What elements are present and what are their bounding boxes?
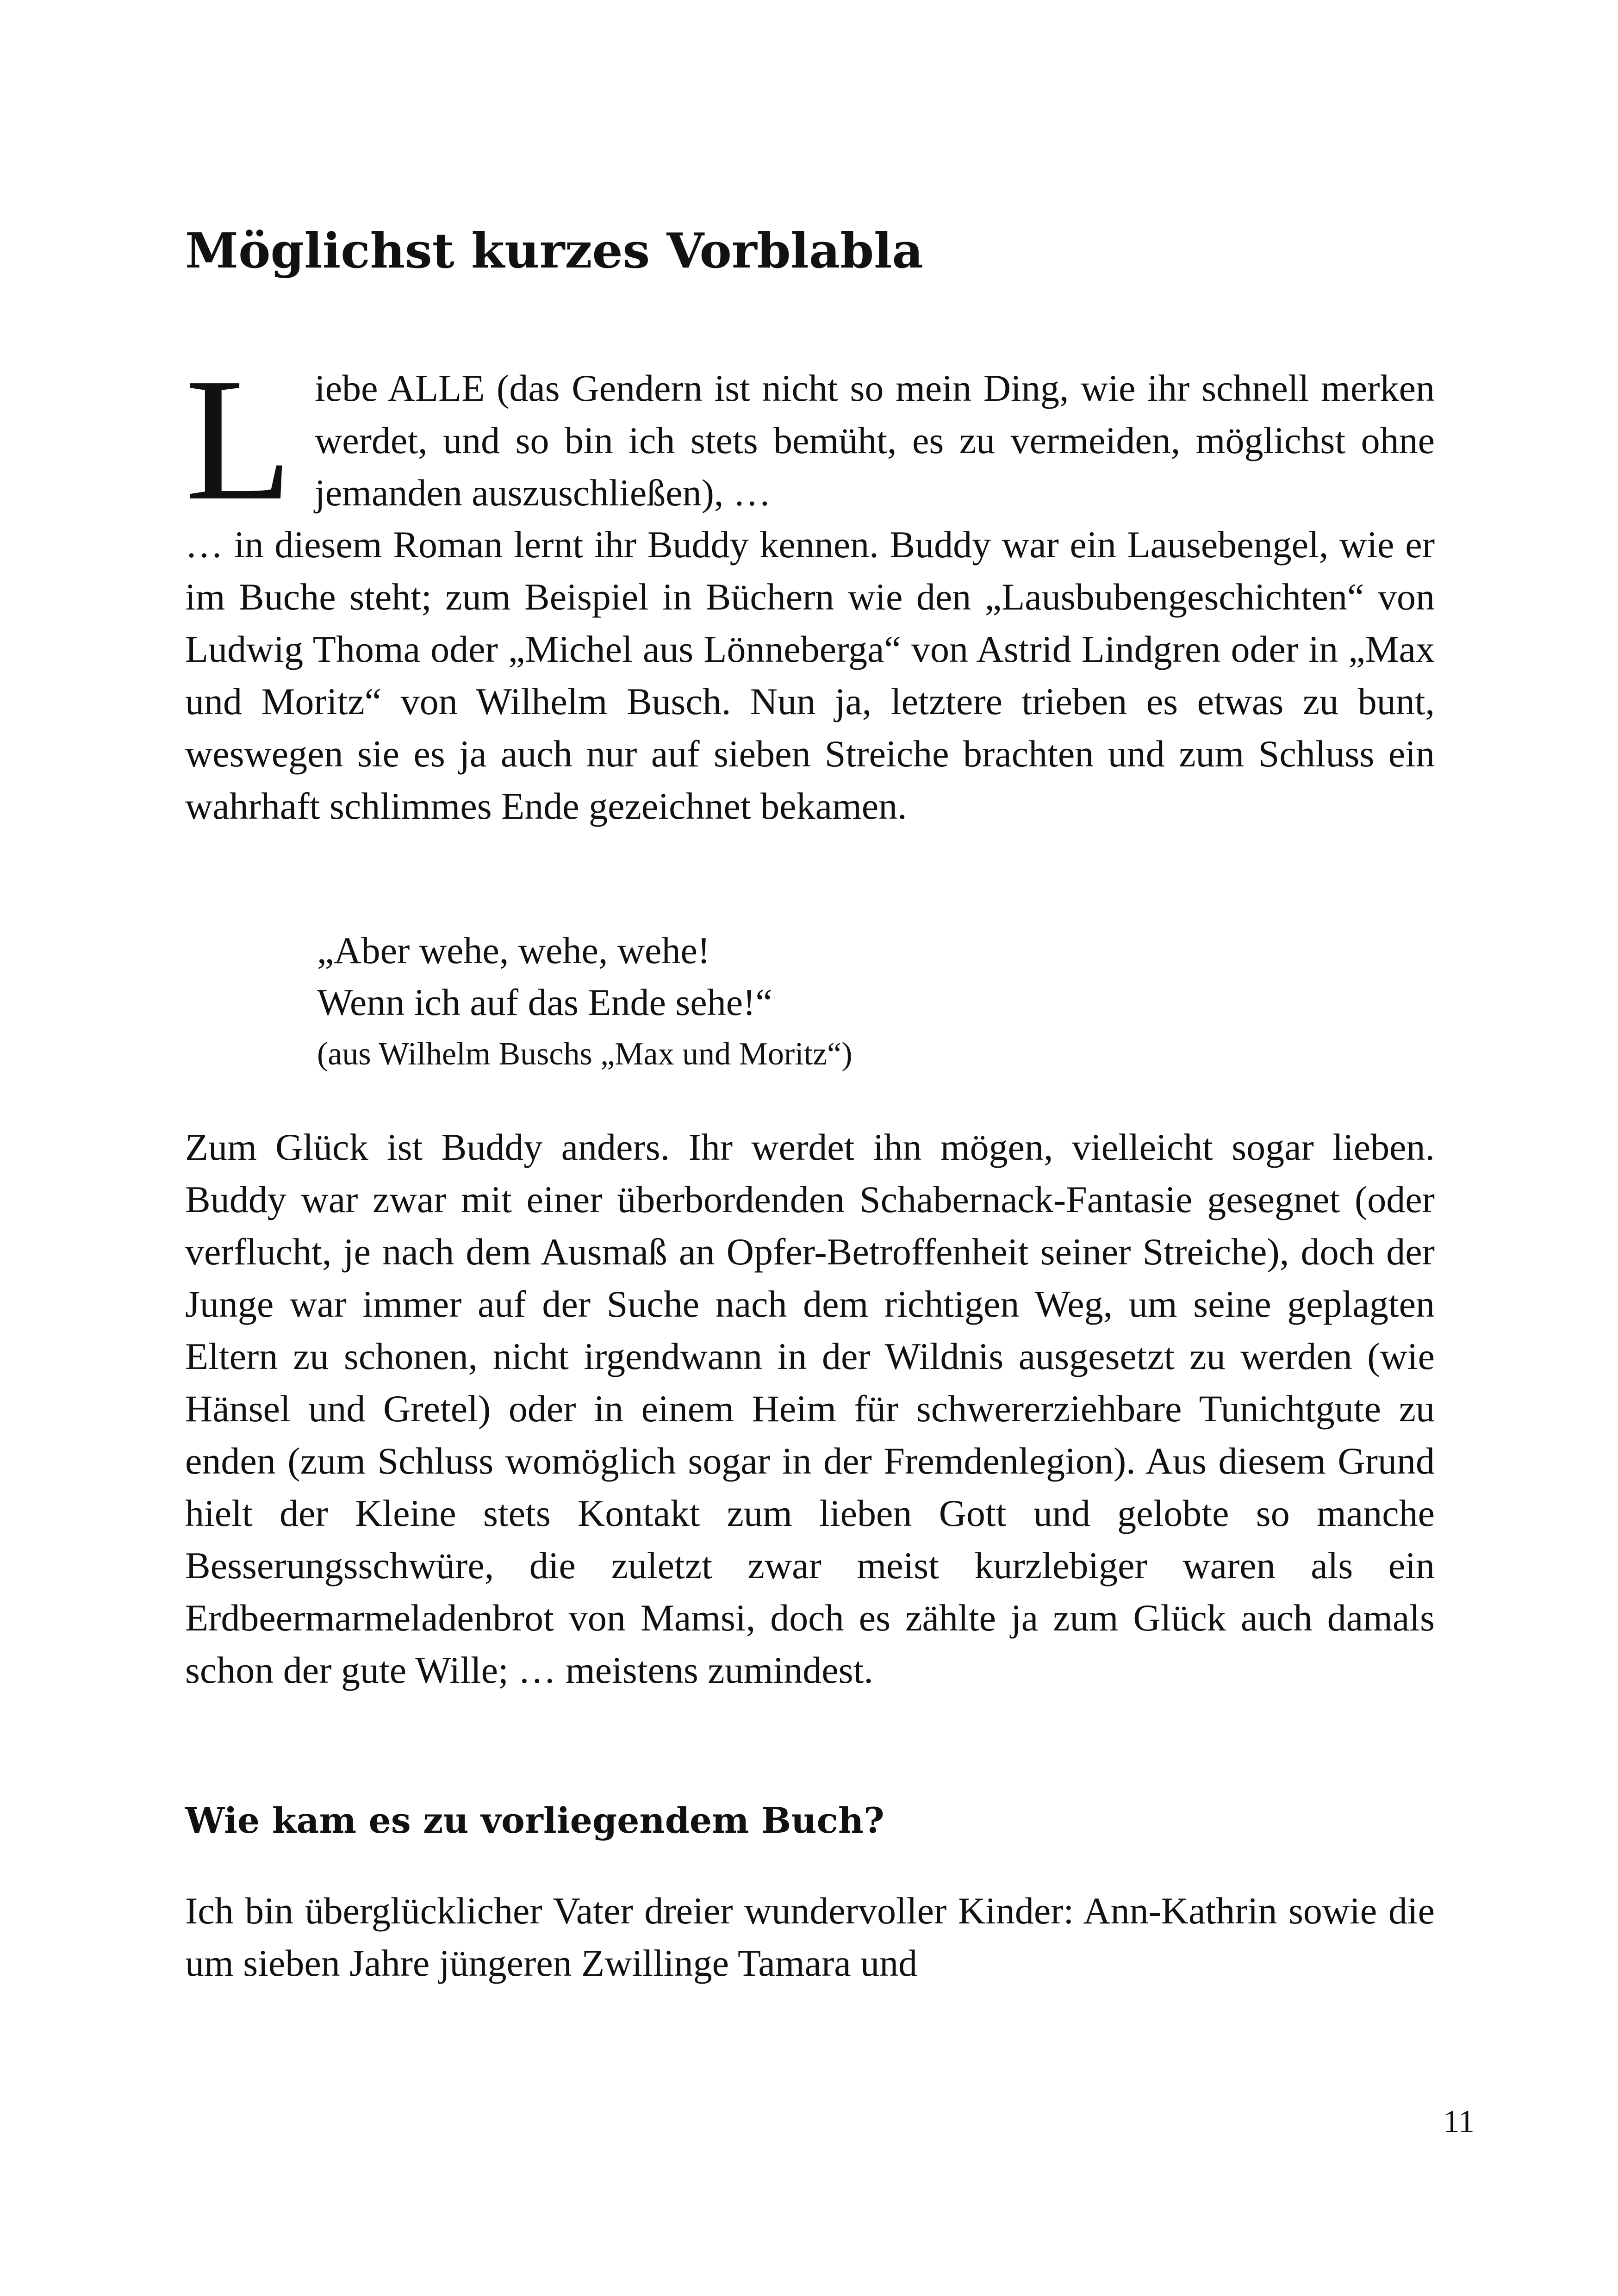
intro-paragraph: iebe ALLE (das Gendern ist nicht so mein Ding, wie ihr schnell merken werdet, und so bin ich stets bemüht, es zu vermeiden, möglichst ohne jemanden auszuschließen), … bbox=[315, 367, 1435, 514]
drop-cap: L bbox=[185, 342, 293, 537]
chapter-title: Möglichst kurzes Vorblabla bbox=[185, 222, 923, 279]
paragraph-3: Ich bin überglücklicher Vater dreier wundervoller Kinder: Ann-Kathrin sowie die um sieben Jahre jüngeren Zwillinge Tamara und bbox=[185, 1890, 1435, 1984]
paragraph-1: … in diesem Roman lernt ihr Buddy kennen. Buddy war ein Lausebengel, wie er im Buche steht; zum Beispiel in Büchern wie den „Lausbubengeschichten“ von Ludwig Thoma oder „Michel aus Lönneberga“ von Astrid Lindgren oder in „Max und Moritz“ von Wilhelm Busch. Nun ja, letztere trieben es etwas zu bunt, weswegen sie es ja auch nur auf sieben Streiche brachten und zum Schluss ein wahrhaft schlimmes Ende gezeichnet bekamen. bbox=[185, 523, 1435, 827]
page-number: 11 bbox=[1443, 2104, 1475, 2140]
quote-block bbox=[317, 925, 1335, 1080]
quote-source: (aus Wilhelm Buschs „Max und Moritz“) bbox=[317, 1036, 853, 1072]
paragraph-2: Zum Glück ist Buddy anders. Ihr werdet ihn mögen, vielleicht sogar lieben. Buddy war zwar mit einer überbordenden Schabernack-Fantasie gesegnet (oder verflucht, je nach dem Ausmaß an Opfer-Betroffenheit seiner Streiche), doch der Junge war immer auf der Suche nach dem richtigen Weg, um seine geplagten Eltern zu schonen, nicht irgendwann in der Wildnis ausgesetzt zu werden (wie Hänsel und Gretel) oder in einem Heim für schwererziehbare Tunichtgute zu enden (zum Schluss womöglich sogar in der Fremdenlegion). Aus diesem Grund hielt der Kleine stets Kontakt zum lieben Gott und gelobte so manche Besserungsschwüre, die zuletzt zwar meist kurzlebiger waren als ein Erdbeermarmeladenbrot von Mamsi, doch es zählte ja zum Glück auch damals schon der gute Wille; … meistens zumindest. bbox=[185, 1126, 1435, 1691]
quote-line-1: „Aber wehe, wehe, wehe! bbox=[317, 929, 710, 971]
section-subheading: Wie kam es zu vorliegendem Buch? bbox=[185, 1800, 884, 1841]
quote-line-2: Wenn ich auf das Ende sehe!“ bbox=[317, 981, 772, 1023]
